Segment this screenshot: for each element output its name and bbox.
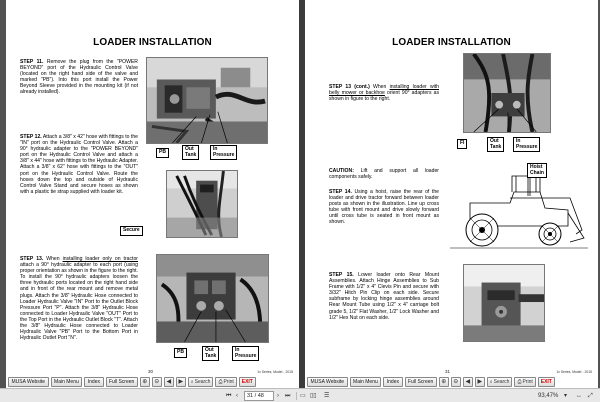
full-screen-button[interactable]: Full Screen (106, 377, 138, 387)
callout-pb-2 (174, 348, 187, 358)
print-button[interactable] (514, 377, 535, 387)
fit-page-icon: ⤢ (588, 393, 593, 399)
callout-text: Pressure (516, 143, 538, 150)
single-page-view-button[interactable] (300, 391, 306, 401)
left-page (6, 0, 299, 388)
binoculars-icon: ⌕ (489, 378, 493, 385)
step-label: STEP 15. (329, 272, 354, 278)
fit-width-button[interactable] (576, 391, 582, 401)
callout-text: PB (159, 149, 166, 155)
callout-text: In (516, 138, 521, 144)
callout-text: FI (460, 140, 465, 146)
print-label: Print (223, 378, 234, 385)
print-label: Print (522, 378, 533, 385)
step12-paragraph (20, 134, 138, 195)
callout-fi (457, 139, 467, 149)
callout-secure (120, 226, 143, 236)
next-page-button[interactable] (176, 377, 186, 387)
exit-button[interactable] (239, 377, 256, 387)
arrow-left-icon: ◀ (465, 379, 471, 385)
search-button[interactable] (188, 377, 214, 387)
page-number: 31 (445, 369, 451, 374)
exit-button[interactable] (538, 377, 555, 387)
main-menu-button[interactable]: Main Menu (51, 377, 83, 387)
step-text: Attach a 3/8" x 42" hose with fittings to the "IN" port on the Hydraulic Control Valve. Attach a 90° hydraulic adapter to the "POWER BEYOND" port on the Hydraulic Control Valve and attach a 3/8" x 44" hose with fittings to the Hydraulic Adapter. Attach a 3/8" x 62" hose with fittings to the "OUT" port on the Hydraulic Control Valve. Route the hoses down the top and outside of Hydraulic Control Valve Stand and secure hoses as shown with a plastic tie strap supplied with loader kit. (20, 134, 138, 195)
step-text: orient 90° adapters as shown in figure to the right. (329, 90, 439, 103)
tractor-hoist-illustration (450, 168, 588, 250)
step-text: When (369, 84, 390, 90)
previous-page-button[interactable] (164, 377, 174, 387)
first-page-icon: ⏮ (226, 393, 232, 399)
first-page-button[interactable] (226, 391, 231, 401)
callout-text: Secure (123, 227, 140, 233)
musa-website-button[interactable]: MUSA Website (8, 377, 49, 387)
callout-text: Tank (205, 352, 217, 359)
step-text: Lower loader onto Rear Mount Assemblies. Attach Hinge Assemblies to Sub Frame with 1/2" x 4" Clevis Pin and secure with 3/32" Hitch Pin Clip on each side. Secure subframe by locking hinge assemblies around Rear Mount Tube using 1/2" x 4" carriage bolt grade 5, 1/2" Flat Washer, 1/2" Lock Washer and 1/2" Hex Nut on each side. (329, 272, 439, 321)
footer-tag: 1x Series, Model - 2015 (556, 370, 592, 374)
step13-paragraph (20, 256, 138, 341)
last-page-icon: ⏭ (285, 393, 291, 399)
page-title: LOADER INSTALLATION (392, 37, 511, 48)
step-text-underlined: installing loader with belly mower or backhoe (329, 84, 439, 97)
chevron-right-icon: › (277, 393, 279, 399)
right-page (305, 0, 598, 388)
arrow-right-icon: ▶ (178, 379, 184, 385)
zoom-in-button[interactable] (140, 377, 150, 387)
zoom-dropdown-button[interactable] (564, 391, 567, 401)
binoculars-icon: ⌕ (190, 378, 194, 385)
zoom-out-icon: ⊖ (154, 379, 160, 385)
next-page-button[interactable] (277, 391, 279, 401)
musa-website-button[interactable]: MUSA Website (307, 377, 348, 387)
right-nav-bar (305, 375, 598, 388)
step11-paragraph (20, 59, 138, 96)
zoom-out-button[interactable] (451, 377, 461, 387)
previous-page-button[interactable] (463, 377, 473, 387)
main-menu-button[interactable]: Main Menu (350, 377, 382, 387)
step-label: STEP 14. (329, 189, 352, 195)
next-page-button[interactable] (475, 377, 485, 387)
callout-text: Pressure (213, 151, 235, 158)
callout-text: Tank (490, 143, 502, 150)
search-button[interactable] (487, 377, 513, 387)
step-text: attach a 90° hydraulic adapter to each port (using proper orientation as shown in the figure to the right. To install the 90° hydraulic adapters loosen the three hydraulic ports located on the right hand side and in front of the rear mount and remove metal plugs. Attach the 3/8" Hydraulic Hose connected to Loader Hydraulic Valve "IN" Port to the Outlet Block Pressure Port "P". Attach the 3/8" Hydraulic Hose connected to Loader Hydraulic Valve "OUT" Port to the Top Port in the Hydraulic Outlet Block "T". Attach the 3/8" Hydraulic Hose connected to Loader Hydraulic Valve "PB" Port to the Bottom Port in Hydraulic Outlet Port "N". (20, 262, 138, 342)
printer-icon: ⎙ (218, 378, 223, 385)
continuous-icon: ☰ (324, 393, 330, 399)
zoom-out-icon: ⊖ (453, 379, 459, 385)
callout-text: Chain (530, 169, 544, 176)
search-label: Search (493, 378, 510, 385)
step-label: STEP 12. (20, 134, 42, 140)
chevron-left-icon: ‹ (236, 393, 238, 399)
zoom-level: 93,47% (538, 393, 559, 399)
callout-in-pressure (513, 137, 540, 152)
callout-text: Out (185, 146, 194, 152)
page-number-input[interactable]: 31 / 48 (244, 391, 274, 401)
caution-label: CAUTION: (329, 168, 354, 174)
callout-text: Pressure (235, 352, 257, 359)
outlet-block-photo (156, 254, 269, 343)
zoom-in-icon: ⊕ (441, 379, 447, 385)
chevron-down-icon: ▾ (564, 393, 568, 399)
callout-text: In (213, 146, 218, 152)
page-number: 30 (148, 369, 154, 374)
step-label: STEP 11. (20, 59, 44, 65)
zoom-in-icon: ⊕ (142, 379, 148, 385)
caution-paragraph (329, 168, 439, 180)
caution-text: Lift and support all loader components safely. (329, 168, 439, 181)
valve-photo (146, 57, 268, 144)
callout-hoist-chain (527, 163, 547, 178)
step15-paragraph (329, 272, 439, 321)
arrow-left-icon: ◀ (166, 379, 172, 385)
step-label: STEP 13 (cont.) (329, 84, 370, 90)
fit-width-icon: ↔ (576, 393, 582, 399)
continuous-view-button[interactable] (324, 391, 329, 401)
printer-icon: ⎙ (517, 378, 522, 385)
adapter-orientation-photo (463, 53, 551, 133)
step-text-underlined: installing loader only on tractor (62, 256, 138, 262)
callout-text: In (235, 347, 240, 353)
prev-page-button[interactable] (236, 391, 238, 401)
toolbar-divider (296, 392, 297, 400)
two-page-icon: ▯▯ (310, 393, 317, 399)
step14-paragraph (329, 189, 439, 226)
rear-mount-photo (463, 264, 545, 342)
callout-text: Tank (185, 151, 197, 158)
step-text: Using a hoist, raise the rear of the loader and drive tractor forward between loader posts as shown in the illustration. Line up cross tube with front mount and drive slowly forward until cross tube is seated in front mount as shown. (329, 189, 439, 226)
page-title: LOADER INSTALLATION (93, 37, 212, 48)
index-button[interactable]: Index (383, 377, 402, 387)
index-button[interactable]: Index (84, 377, 103, 387)
step13-cont-paragraph (329, 84, 439, 102)
callout-out-tank (182, 145, 199, 160)
callout-text: Out (490, 138, 499, 144)
step-label: STEP 13. (20, 256, 44, 262)
fit-page-button[interactable] (588, 391, 593, 401)
step-text: When (43, 256, 63, 262)
left-nav-bar (6, 375, 299, 388)
callout-in-pressure-2 (232, 346, 259, 361)
callout-pb (156, 148, 169, 158)
step-text: Remove the plug from the "POWER BEYOND" port of the Hydraulic Control Valve (located on the right hand side of the valve and marked "PB"). Into this port install the Power Beyond Sleeve provided in the mounting kit (if not already installed). (20, 59, 138, 96)
callout-out-tank (487, 137, 504, 152)
viewer-toolbar (0, 388, 600, 402)
hose-routing-photo (166, 170, 238, 238)
callout-in-pressure (210, 145, 237, 160)
search-label: Search (194, 378, 211, 385)
exit-label: EXIT (540, 378, 552, 385)
last-page-button[interactable] (285, 391, 290, 401)
two-page-view-button[interactable] (310, 391, 317, 401)
zoom-out-button[interactable] (152, 377, 162, 387)
callout-text: Hoist (530, 164, 543, 170)
full-screen-button[interactable]: Full Screen (405, 377, 437, 387)
callout-text: PB (177, 349, 184, 355)
callout-text: Out (205, 347, 214, 353)
zoom-in-button[interactable] (439, 377, 449, 387)
exit-label: EXIT (241, 378, 253, 385)
footer-tag: 1x Series, Model - 2015 (257, 370, 293, 374)
callout-out-tank-2 (202, 346, 219, 361)
print-button[interactable] (215, 377, 236, 387)
page-view-icon: ▭ (300, 393, 306, 399)
arrow-right-icon: ▶ (477, 379, 483, 385)
